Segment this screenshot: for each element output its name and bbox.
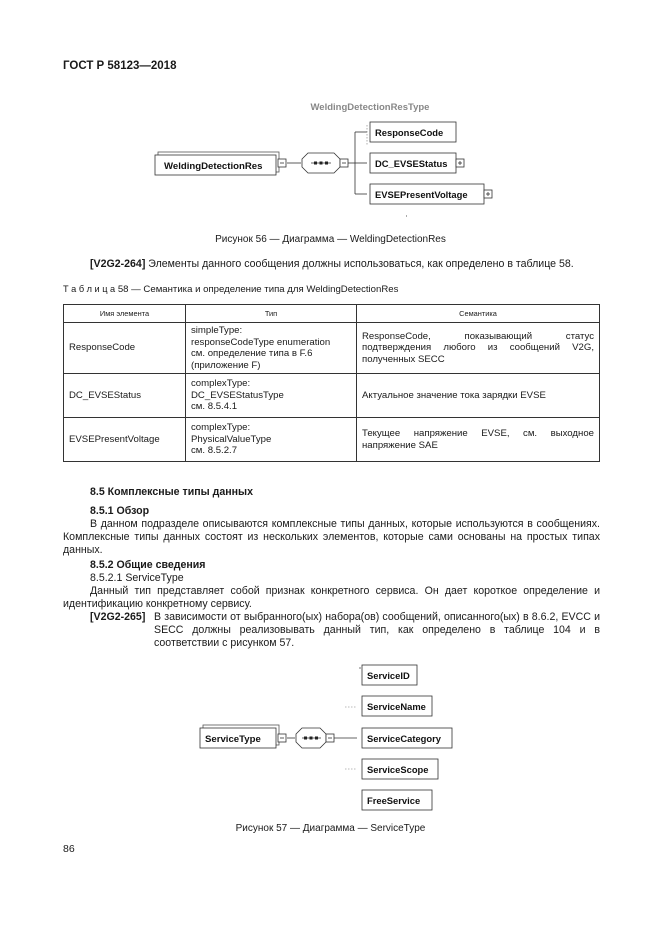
element-name-cell: DC_EVSEStatus: [64, 374, 186, 418]
section-8-5-2-1-heading: 8.5.2.1 ServiceType: [90, 572, 184, 584]
type-cell: complexType: PhysicalValueType см. 8.5.2.7: [186, 418, 357, 462]
sequence-compositor-icon: [296, 728, 334, 748]
diagram-child-element: [370, 153, 464, 173]
requirement-265-id: [V2G2-265]: [90, 611, 146, 623]
svg-text:WeldingDetectionRes: WeldingDetectionRes: [164, 161, 263, 172]
diagram-root-element: [200, 725, 286, 748]
element-name-cell: EVSEPresentVoltage: [64, 418, 186, 462]
figure-57-caption: Рисунок 57 — Диаграмма — ServiceType: [235, 823, 426, 834]
diagram-child-element: [362, 790, 432, 810]
diagram-child-element: [367, 122, 456, 145]
svg-text:ServiceType: ServiceType: [205, 734, 261, 745]
svg-text:EVSEPresentVoltage: EVSEPresentVoltage: [375, 189, 468, 200]
service-type-diagram: [0, 655, 661, 815]
semantics-cell: Текущее напряжение EVSE, см. выходное напряжение SAE: [357, 418, 600, 462]
svg-text:ServiceName: ServiceName: [367, 701, 426, 712]
section-8-5-heading: 8.5 Комплексные типы данных: [90, 486, 253, 498]
svg-text:ServiceCategory: ServiceCategory: [367, 733, 441, 744]
section-8-5-2-1-text: Данный тип представляет собой признак конкретного сервиса. Он дает короткое определение и идентификацию конкретному сервису.: [63, 585, 600, 611]
figure-56-caption: Рисунок 56 — Диаграмма — WeldingDetectionRes: [215, 234, 446, 245]
diagram-child-element: [362, 696, 432, 716]
section-8-5-2-heading: 8.5.2 Общие сведения: [90, 559, 206, 571]
type-cell: complexType: DC_EVSEStatusType см. 8.5.4.1: [186, 374, 357, 418]
table-row: [64, 418, 600, 462]
requirement-265-text: В зависимости от выбранного(ых) набора(ов) сообщений, описанного(ых) в 8.6.2, EVCC и SECC должны реализовывать данный тип, как определено в таблице 104 и в соответствии с рисунком 57.: [154, 611, 600, 650]
welding-detection-res-diagram: [0, 90, 661, 230]
table-row: [64, 374, 600, 418]
table-58-caption: Т а б л и ц а 58 — Семантика и определение типа для WeldingDetectionRes: [63, 284, 399, 295]
semantics-cell: Актуальное значение тока зарядки EVSE: [357, 374, 600, 418]
element-name-cell: ResponseCode: [64, 323, 186, 374]
diagram-child-element: [360, 665, 417, 685]
svg-text:DC_EVSEStatus: DC_EVSEStatus: [375, 158, 448, 169]
svg-text:ResponseCode: ResponseCode: [375, 127, 444, 138]
diagram-type-title: WeldingDetectionResType: [310, 102, 430, 113]
requirement-264: [V2G2-264] Элементы данного сообщения должны использоваться, как определено в таблице 58.: [90, 258, 574, 270]
diagram-child-element: [362, 759, 438, 779]
section-8-5-1-text: В данном подразделе описываются комплексные типы данных, которые используются в сообщениях. Комплексные типы данных состоят из нескольких элементов, которые сами основаны на простых типах данных.: [63, 518, 600, 557]
section-8-5-1-heading: 8.5.1 Обзор: [90, 505, 150, 517]
column-header: Имя элемента: [64, 305, 186, 323]
type-cell: simpleType: responseCodeType enumeration см. определение типа в F.6 (приложение F): [186, 323, 357, 374]
diagram-root-element: [155, 152, 286, 175]
table-row: [64, 323, 600, 374]
svg-text:FreeService: FreeService: [367, 795, 421, 806]
column-header: Тип: [186, 305, 357, 323]
diagram-child-element: [362, 728, 452, 748]
semantics-table: [63, 304, 600, 462]
sequence-compositor-icon: [302, 153, 348, 173]
diagram-child-element: [370, 184, 492, 216]
document-id: ГОСТ Р 58123—2018: [63, 60, 177, 72]
semantics-cell: ResponseCode, показывающий статус подтверждения любого из сообщений V2G, полученных SECC: [357, 323, 600, 374]
svg-text:ServiceScope: ServiceScope: [367, 764, 429, 775]
table-header-row: [64, 305, 600, 323]
column-header: Семантика: [357, 305, 600, 323]
page-number: 86: [63, 843, 75, 855]
svg-text:ServiceID: ServiceID: [367, 670, 410, 681]
